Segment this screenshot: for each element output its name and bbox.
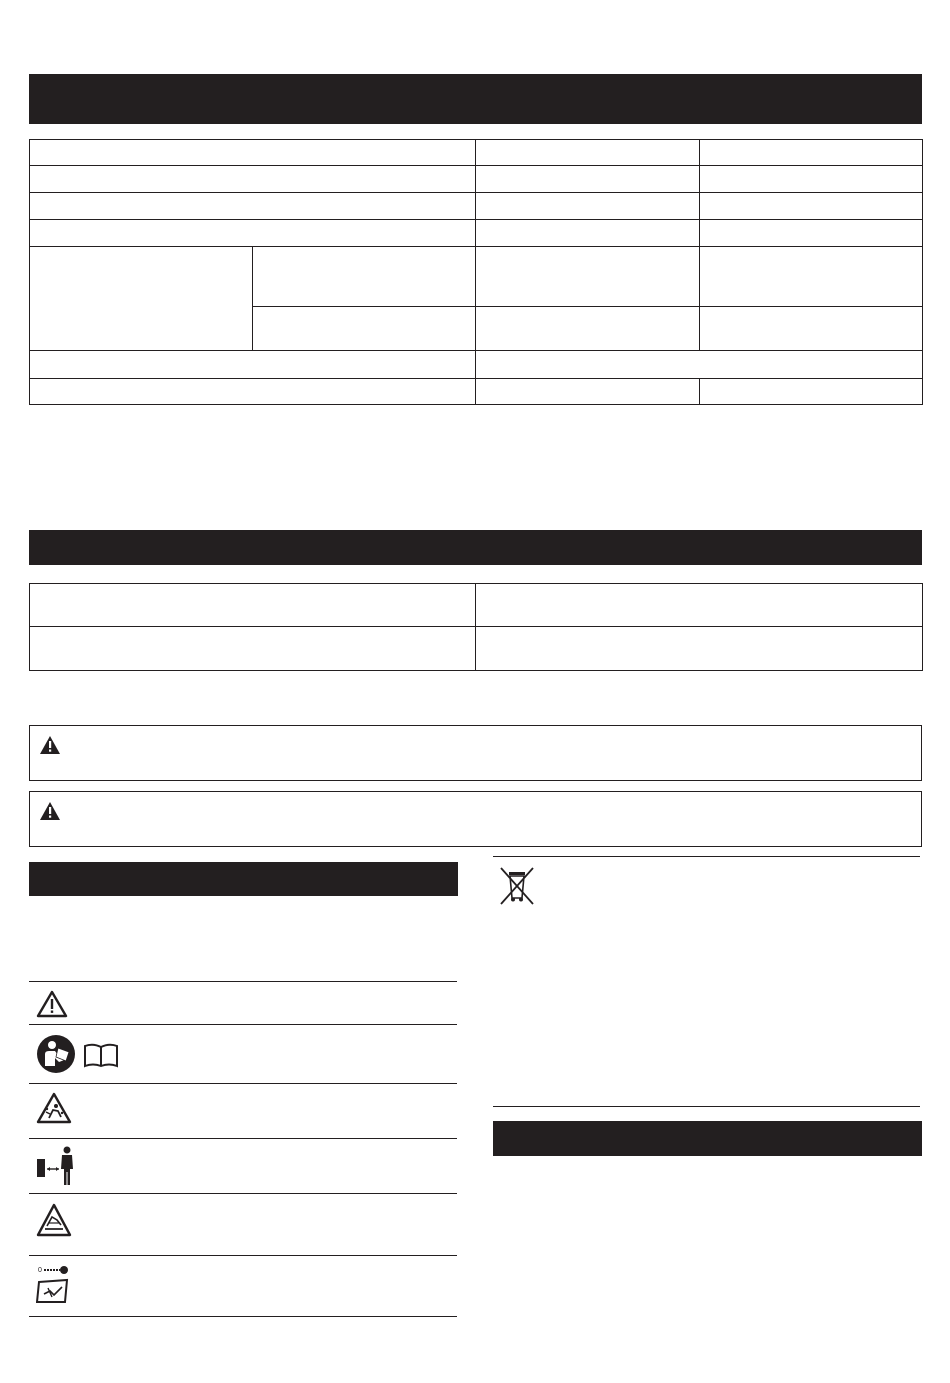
table-cell bbox=[476, 220, 700, 247]
table-cell bbox=[30, 166, 476, 193]
manual-book-icon bbox=[83, 1042, 119, 1068]
divider bbox=[493, 1106, 920, 1107]
table-cell bbox=[30, 247, 253, 351]
warning-triangle-icon bbox=[39, 801, 61, 821]
table-cell bbox=[30, 220, 476, 247]
divider bbox=[29, 1024, 457, 1025]
divider bbox=[29, 1255, 457, 1256]
divider bbox=[29, 1316, 457, 1317]
divider bbox=[493, 856, 920, 857]
intended-use-header-bar bbox=[29, 530, 922, 565]
table-cell bbox=[700, 140, 923, 166]
table-cell bbox=[253, 247, 476, 307]
remove-key-icon bbox=[36, 1264, 72, 1304]
table-cell bbox=[30, 193, 476, 220]
warning-triangle-icon bbox=[39, 735, 61, 755]
read-manual-icon bbox=[36, 1034, 76, 1074]
table-row bbox=[30, 220, 923, 247]
table-row bbox=[30, 166, 923, 193]
table-row bbox=[30, 584, 923, 627]
table-cell bbox=[476, 140, 700, 166]
table-cell bbox=[476, 627, 923, 671]
table-cell bbox=[476, 584, 923, 627]
table-cell bbox=[700, 307, 923, 351]
warning-box bbox=[29, 725, 922, 781]
table-cell bbox=[700, 247, 923, 307]
table-row bbox=[30, 140, 923, 166]
table-cell bbox=[476, 247, 700, 307]
table-cell bbox=[476, 307, 700, 351]
table-row bbox=[30, 627, 923, 671]
table-row bbox=[30, 247, 923, 307]
divider bbox=[29, 1193, 457, 1194]
rotating-blade-icon bbox=[36, 1203, 72, 1237]
table-cell bbox=[476, 166, 700, 193]
divider bbox=[29, 1083, 457, 1084]
table-cell bbox=[30, 584, 476, 627]
table-cell bbox=[700, 166, 923, 193]
table-row bbox=[30, 351, 923, 379]
table-row bbox=[30, 379, 923, 405]
table-row bbox=[30, 193, 923, 220]
table-cell bbox=[30, 351, 476, 379]
divider bbox=[29, 1138, 457, 1139]
environment-header-bar bbox=[493, 1121, 922, 1156]
warning-box bbox=[29, 791, 922, 847]
specifications-table bbox=[29, 139, 923, 405]
table-cell bbox=[700, 379, 923, 405]
table-cell bbox=[476, 351, 923, 379]
keep-bystanders-away-icon bbox=[36, 1145, 78, 1187]
divider bbox=[29, 981, 457, 982]
table-cell bbox=[700, 220, 923, 247]
table-cell bbox=[253, 307, 476, 351]
table-cell bbox=[700, 193, 923, 220]
table-cell bbox=[30, 627, 476, 671]
thrown-objects-icon bbox=[36, 1092, 72, 1124]
symbols-header-bar bbox=[29, 862, 458, 896]
table-cell bbox=[30, 140, 476, 166]
table-cell bbox=[476, 193, 700, 220]
svg-text:0: 0 bbox=[38, 1267, 42, 1274]
table-cell bbox=[30, 379, 476, 405]
warning-triangle-icon bbox=[36, 990, 68, 1018]
intended-use-table bbox=[29, 583, 923, 671]
specifications-header-bar bbox=[29, 74, 922, 124]
table-cell bbox=[476, 379, 700, 405]
crossed-out-bin-icon bbox=[499, 866, 535, 906]
